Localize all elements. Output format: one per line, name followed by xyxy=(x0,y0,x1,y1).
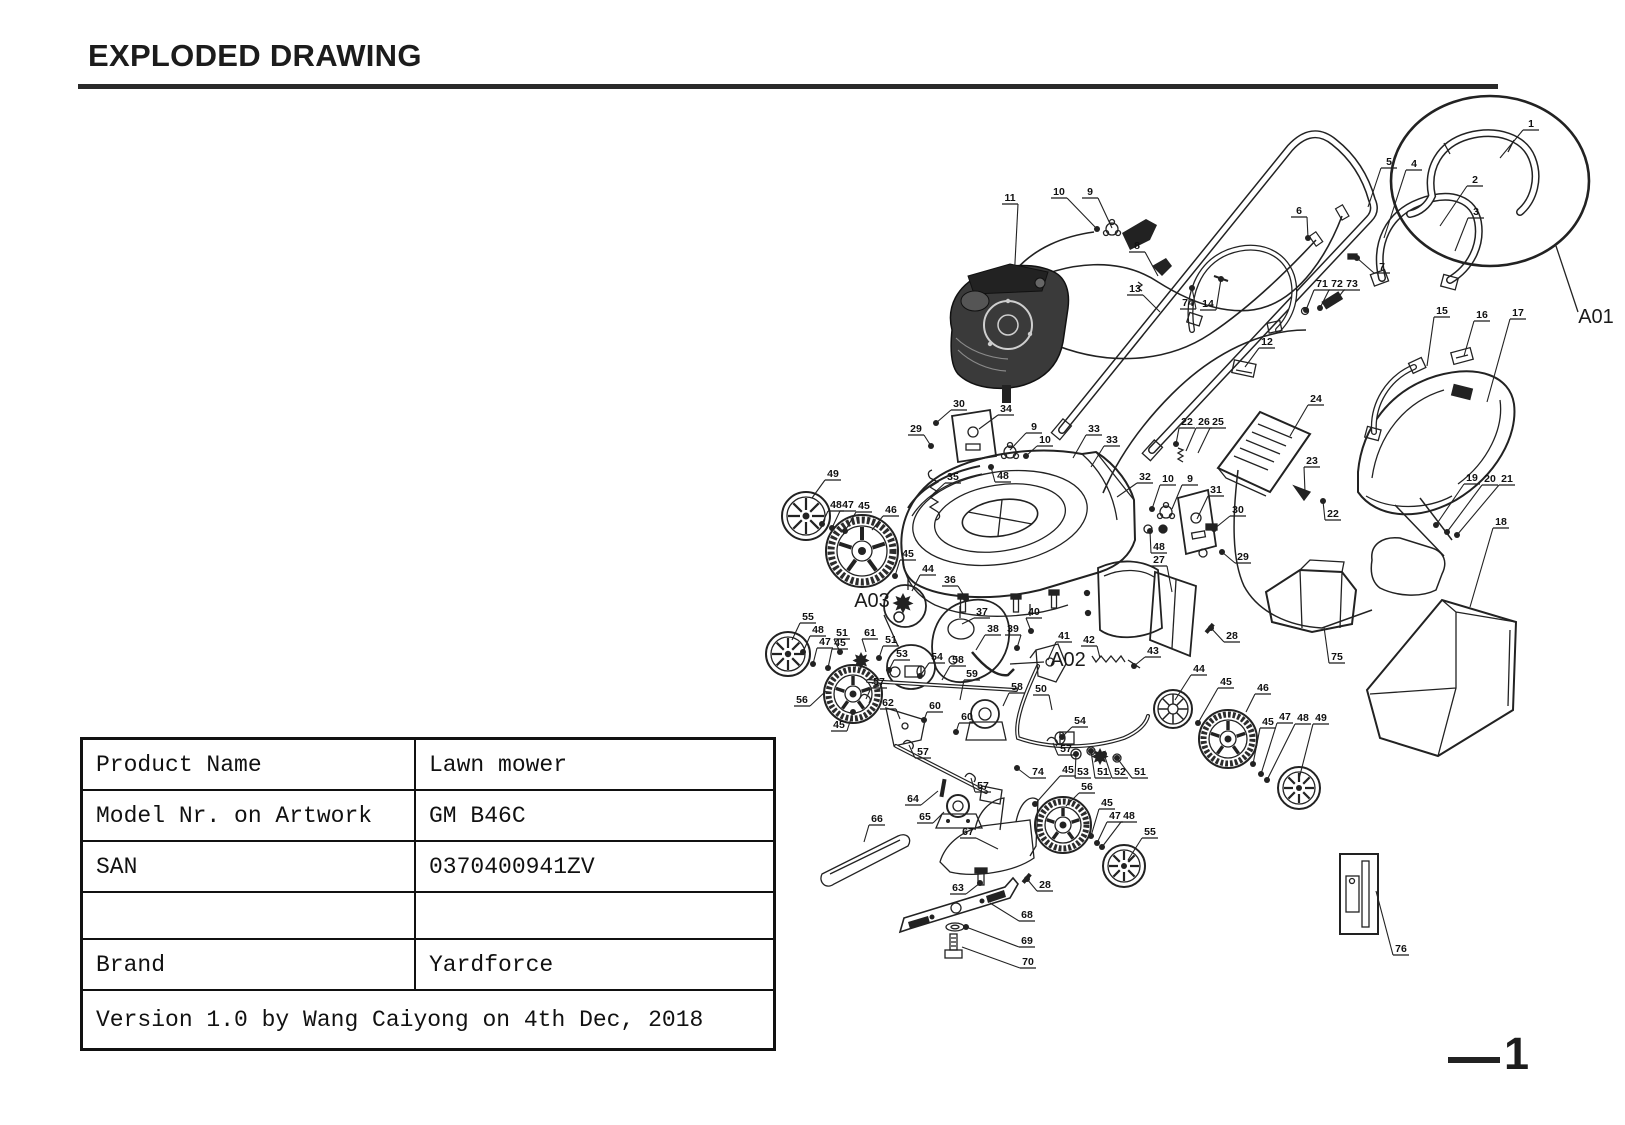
svg-text:47: 47 xyxy=(842,499,854,511)
callout-34 xyxy=(979,403,1014,429)
callout-7 xyxy=(1354,255,1390,273)
callout-58 xyxy=(942,654,966,680)
svg-text:29: 29 xyxy=(1237,551,1249,563)
svg-text:67: 67 xyxy=(962,826,974,838)
svg-text:73: 73 xyxy=(1346,278,1358,290)
svg-text:33: 33 xyxy=(1088,423,1100,435)
callout-22 xyxy=(1320,498,1341,520)
svg-text:26: 26 xyxy=(1198,416,1210,428)
row-label: Product Name xyxy=(82,739,416,791)
callout-62 xyxy=(880,697,900,719)
svg-text:51: 51 xyxy=(836,627,848,639)
svg-text:55: 55 xyxy=(1144,826,1156,838)
svg-text:8: 8 xyxy=(1134,240,1140,252)
svg-text:48: 48 xyxy=(812,624,824,636)
svg-text:2: 2 xyxy=(1472,174,1478,186)
svg-text:61: 61 xyxy=(864,627,876,639)
svg-text:58: 58 xyxy=(952,654,964,666)
svg-text:23: 23 xyxy=(1306,455,1318,467)
svg-text:11: 11 xyxy=(1004,192,1016,204)
callout-30 xyxy=(933,398,967,426)
svg-text:9: 9 xyxy=(1087,186,1093,198)
callout-65 xyxy=(917,811,944,823)
page-title: EXPLODED DRAWING xyxy=(88,38,422,73)
bottom-hubcap xyxy=(1103,845,1145,887)
svg-text:53: 53 xyxy=(896,648,908,660)
callout-76 xyxy=(1376,891,1409,955)
svg-text:57: 57 xyxy=(873,676,885,688)
svg-text:9: 9 xyxy=(1031,421,1037,433)
svg-text:71: 71 xyxy=(1316,278,1328,290)
callout-56 xyxy=(794,691,826,706)
blade-group xyxy=(821,623,1215,958)
svg-text:44: 44 xyxy=(1193,663,1205,675)
callout-63 xyxy=(950,880,983,894)
callout-23 xyxy=(1304,455,1320,492)
row-value: Yardforce xyxy=(415,939,775,990)
svg-text:48: 48 xyxy=(830,499,842,511)
row-label: Model Nr. on Artwork xyxy=(82,790,416,841)
svg-text:64: 64 xyxy=(907,793,919,805)
svg-text:47: 47 xyxy=(1279,711,1291,723)
svg-text:45: 45 xyxy=(858,500,870,512)
svg-text:54: 54 xyxy=(1074,715,1086,727)
svg-text:55: 55 xyxy=(802,611,814,623)
svg-text:74: 74 xyxy=(1032,766,1044,778)
svg-text:52: 52 xyxy=(1114,766,1126,778)
callout-46 xyxy=(1246,682,1271,712)
svg-text:A01: A01 xyxy=(1578,306,1614,328)
callout-40 xyxy=(1026,606,1042,634)
svg-text:44: 44 xyxy=(922,563,934,575)
row-label: Brand xyxy=(82,939,416,990)
callout-59 xyxy=(960,668,980,700)
callout-13 xyxy=(1127,283,1160,312)
knob-9-a xyxy=(1002,443,1019,459)
idler-wheel xyxy=(1154,690,1192,728)
svg-text:76: 76 xyxy=(1395,943,1407,955)
svg-text:48: 48 xyxy=(997,470,1009,482)
callout-53 xyxy=(1073,751,1091,778)
table-row xyxy=(82,990,775,1050)
grass-bag xyxy=(1367,600,1516,756)
callout-10 xyxy=(1023,434,1053,459)
svg-text:24: 24 xyxy=(1310,393,1322,405)
balloon-label-a02 xyxy=(1010,649,1086,671)
svg-text:70: 70 xyxy=(1022,956,1034,968)
callout-55 xyxy=(1128,826,1158,860)
svg-text:58: 58 xyxy=(1011,681,1023,693)
svg-text:10: 10 xyxy=(1053,186,1065,198)
svg-text:20: 20 xyxy=(1484,473,1496,485)
svg-text:22: 22 xyxy=(1327,508,1339,520)
callout-68 xyxy=(990,903,1035,921)
svg-text:74: 74 xyxy=(1182,297,1194,309)
svg-text:7: 7 xyxy=(1379,261,1385,273)
svg-text:12: 12 xyxy=(1261,336,1273,348)
table-row xyxy=(82,892,775,939)
callout-32 xyxy=(1117,471,1153,497)
callout-30 xyxy=(1211,504,1246,532)
svg-text:27: 27 xyxy=(1153,554,1165,566)
svg-text:18: 18 xyxy=(1495,516,1507,528)
blade-adapter xyxy=(936,795,982,828)
callout-69 xyxy=(963,924,1035,947)
svg-text:45: 45 xyxy=(833,719,845,731)
callout-33 xyxy=(1091,434,1120,467)
svg-text:21: 21 xyxy=(1501,473,1513,485)
callout-60 xyxy=(953,711,975,735)
rear-skirt xyxy=(1098,561,1196,656)
svg-text:16: 16 xyxy=(1476,309,1488,321)
svg-text:17: 17 xyxy=(1512,307,1524,319)
callout-24 xyxy=(1290,393,1324,436)
callout-47 xyxy=(1094,810,1123,846)
callout-50 xyxy=(1033,683,1052,710)
svg-text:49: 49 xyxy=(827,468,839,480)
svg-text:14: 14 xyxy=(1202,298,1214,310)
callout-43 xyxy=(1131,645,1161,669)
svg-text:57: 57 xyxy=(1060,743,1072,755)
bag-frame xyxy=(1234,470,1452,628)
svg-text:A03: A03 xyxy=(854,590,890,612)
svg-text:57: 57 xyxy=(917,746,929,758)
callout-74 xyxy=(1014,765,1046,778)
svg-text:59: 59 xyxy=(966,668,978,680)
svg-text:51: 51 xyxy=(1097,766,1109,778)
svg-text:65: 65 xyxy=(919,811,931,823)
page-number-dash xyxy=(1448,1057,1500,1063)
svg-text:38: 38 xyxy=(987,623,999,635)
bottom-wheel xyxy=(1035,797,1091,853)
svg-text:36: 36 xyxy=(944,574,956,586)
svg-text:10: 10 xyxy=(1162,473,1174,485)
svg-text:72: 72 xyxy=(1331,278,1343,290)
svg-text:53: 53 xyxy=(1077,766,1089,778)
row-value: Lawn mower xyxy=(415,739,775,791)
svg-text:49: 49 xyxy=(1315,712,1327,724)
svg-text:43: 43 xyxy=(1147,645,1159,657)
callout-60 xyxy=(921,700,943,723)
svg-text:30: 30 xyxy=(953,398,965,410)
callout-9 xyxy=(1172,473,1198,509)
callout-66 xyxy=(864,813,885,842)
svg-text:37: 37 xyxy=(976,606,988,618)
engine xyxy=(950,264,1068,403)
svg-text:32: 32 xyxy=(1139,471,1151,483)
svg-text:9: 9 xyxy=(1187,473,1193,485)
info-table xyxy=(80,737,776,1051)
toolbox xyxy=(1340,854,1378,934)
callout-36 xyxy=(942,574,969,602)
mower-deck xyxy=(901,451,1135,618)
callout-53 xyxy=(886,648,910,673)
svg-text:5: 5 xyxy=(1386,156,1392,168)
svg-text:47: 47 xyxy=(819,636,831,648)
svg-text:48: 48 xyxy=(1153,541,1165,553)
svg-text:6: 6 xyxy=(1296,205,1302,217)
svg-text:60: 60 xyxy=(961,711,973,723)
knob-9-c xyxy=(1158,503,1175,519)
svg-text:75: 75 xyxy=(1331,651,1343,663)
balloon-label-a01 xyxy=(1556,246,1614,328)
svg-text:45: 45 xyxy=(834,637,846,649)
callout-18 xyxy=(1470,516,1509,607)
svg-text:15: 15 xyxy=(1436,305,1448,317)
svg-text:19: 19 xyxy=(1466,472,1478,484)
svg-text:46: 46 xyxy=(1257,682,1269,694)
callout-44 xyxy=(1175,663,1207,700)
svg-text:13: 13 xyxy=(1129,283,1141,295)
row-label: SAN xyxy=(82,841,416,892)
svg-text:28: 28 xyxy=(1226,630,1238,642)
row-value: 0370400941ZV xyxy=(415,841,775,892)
callout-70 xyxy=(962,947,1036,968)
svg-text:42: 42 xyxy=(1083,634,1095,646)
callout-10 xyxy=(1149,473,1176,512)
front-left-wheel xyxy=(826,515,898,587)
row-label xyxy=(82,892,416,939)
svg-text:48: 48 xyxy=(1297,712,1309,724)
svg-text:68: 68 xyxy=(1021,909,1033,921)
svg-text:62: 62 xyxy=(882,697,894,709)
front-left-hubcap xyxy=(782,492,830,540)
callout-28 xyxy=(1208,625,1240,642)
svg-text:A02: A02 xyxy=(1050,649,1086,671)
callout-74 xyxy=(1180,285,1196,309)
bag-clip xyxy=(1451,348,1473,365)
rear-right-wheel xyxy=(1199,710,1257,768)
svg-text:39: 39 xyxy=(1007,623,1019,635)
callout-44 xyxy=(912,563,936,591)
svg-text:28: 28 xyxy=(1039,879,1051,891)
svg-text:51: 51 xyxy=(885,634,897,646)
callout-75 xyxy=(1324,627,1345,663)
svg-text:57: 57 xyxy=(977,780,989,792)
svg-text:25: 25 xyxy=(1212,416,1224,428)
blade-bolt-70 xyxy=(945,934,962,958)
svg-text:45: 45 xyxy=(1220,676,1232,688)
svg-text:3: 3 xyxy=(1473,206,1479,218)
svg-text:29: 29 xyxy=(910,423,922,435)
svg-text:66: 66 xyxy=(871,813,883,825)
version-note: Version 1.0 by Wang Caiyong on 4th Dec, 2018 xyxy=(82,990,775,1050)
svg-text:33: 33 xyxy=(1106,434,1118,446)
callout-67 xyxy=(960,826,998,849)
callout-29 xyxy=(908,423,934,449)
row-value xyxy=(415,892,775,939)
svg-text:35: 35 xyxy=(947,471,959,483)
svg-text:4: 4 xyxy=(1411,158,1417,170)
callout-6 xyxy=(1291,205,1311,241)
blade-washer xyxy=(946,923,964,931)
callout-45 xyxy=(1195,676,1234,726)
row-value: GM B46C xyxy=(415,790,775,841)
belt-cover xyxy=(821,835,910,886)
callout-64 xyxy=(905,791,938,805)
svg-text:63: 63 xyxy=(952,882,964,894)
callout-28 xyxy=(1024,876,1053,891)
svg-text:30: 30 xyxy=(1232,504,1244,516)
table-row xyxy=(82,790,775,841)
svg-text:46: 46 xyxy=(885,504,897,516)
svg-text:47: 47 xyxy=(1109,810,1121,822)
svg-text:60: 60 xyxy=(929,700,941,712)
callout-16 xyxy=(1464,309,1490,356)
svg-text:22: 22 xyxy=(1181,416,1193,428)
callout-37 xyxy=(962,606,990,624)
svg-text:31: 31 xyxy=(1210,484,1222,496)
svg-text:69: 69 xyxy=(1021,935,1033,947)
callout-38 xyxy=(976,623,1001,650)
svg-text:56: 56 xyxy=(796,694,808,706)
callout-14 xyxy=(1200,276,1224,310)
svg-text:40: 40 xyxy=(1028,606,1040,618)
svg-text:56: 56 xyxy=(1081,781,1093,793)
callout-61 xyxy=(862,627,878,652)
svg-text:41: 41 xyxy=(1058,630,1070,642)
svg-text:45: 45 xyxy=(902,548,914,560)
svg-text:51: 51 xyxy=(1134,766,1146,778)
table-row xyxy=(82,939,775,990)
svg-text:45: 45 xyxy=(1062,764,1074,776)
callout-9 xyxy=(1082,186,1112,228)
svg-text:54: 54 xyxy=(931,651,943,663)
callout-layer xyxy=(792,118,1614,968)
svg-text:45: 45 xyxy=(1101,797,1113,809)
svg-text:45: 45 xyxy=(1262,716,1274,728)
svg-text:34: 34 xyxy=(1000,403,1012,415)
svg-text:48: 48 xyxy=(1123,810,1135,822)
table-row xyxy=(82,739,775,791)
callout-15 xyxy=(1427,305,1450,366)
svg-text:10: 10 xyxy=(1039,434,1051,446)
svg-text:1: 1 xyxy=(1528,118,1534,130)
upper-handle-balloon-a01 xyxy=(1391,96,1589,266)
page-number: 1 xyxy=(1504,1028,1530,1079)
rear-right-hubcap xyxy=(1278,767,1320,809)
svg-text:50: 50 xyxy=(1035,683,1047,695)
table-row xyxy=(82,841,775,892)
